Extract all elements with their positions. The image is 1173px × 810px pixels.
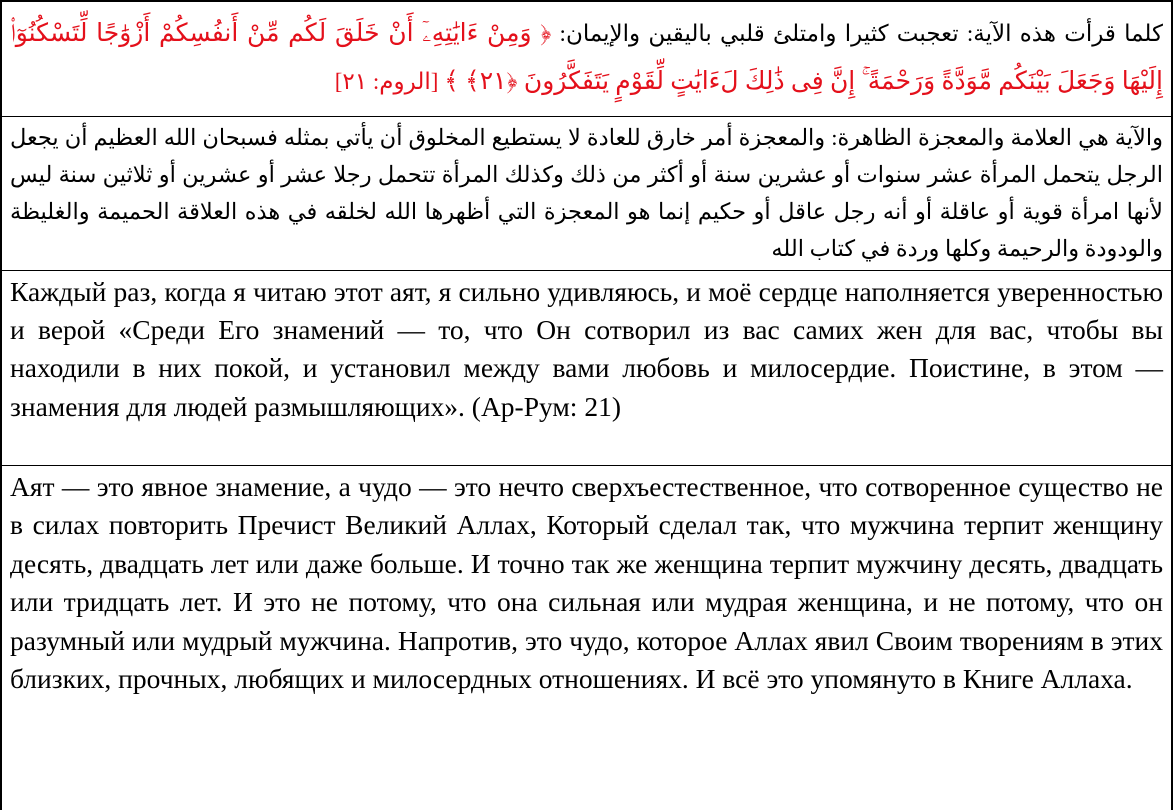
arabic-verse-cell xyxy=(2,2,1171,116)
russian-translation-text: Каждый раз, когда я читаю этот аят, я сильно удивляюсь, и моё сердце наполняется уверенностью и верой «Среди Его знамений — то, что Он сотворил из вас самих жен для вас, чтобы вы находили в них покой, и установил между вами любовь и милосердие. Поистине, в этом — знамения для людей размышляющих». (Ар-Рум: 21) xyxy=(10,276,1163,422)
arabic-explanation-text: والآية هي العلامة والمعجزة الظاهرة: والمعجزة أمر خارق للعادة لا يستطيع المخلوق أن يأتي بمثله فسبحان الله العظيم أن يجعل الرجل يتحمل المرأة عشر سنوات أو عشرين سنة أو أكثر من ذلك وكذلك المرأة تتحمل رجلا عشر أو عشرين أو ثلاثين سنة ليس لأنها امرأة قوية أو عاقلة أو أنه رجل عاقل أو حكيم إنما هو المعجزة التي أظهرها الله لخلقه في هذه العلاقة الحميمة والغليظة والودودة والرحيمة وكلها وردة في كتاب الله xyxy=(10,125,1163,261)
arabic-intro-text: كلما قرأت هذه الآية: تعجبت كثيرا وامتلئ قلبي باليقين والإيمان: xyxy=(551,21,1163,46)
quran-verse-text: ﴿ وَمِنْ ءَايَٰتِهِۦٓ أَنْ خَلَقَ لَكُم مِّنْ أَنفُسِكُمْ أَزْوَٰجًا لِّتَسْكُنُوٓا۟ إِلَيْهَا وَجَعَلَ بَيْنَكُم مَّوَدَّةً وَرَحْمَةً ۚ إِنَّ فِى ذَٰلِكَ لَءَايَٰتٍ لِّقَوْمٍ يَتَفَكَّرُونَ ﴿٢١﴾ ﴾ xyxy=(10,20,1163,95)
russian-explanation-text: Аят — это явное знамение, а чудо — это нечто сверхъестественное, что сотворенное существо не в силах повторить Пречист Великий Аллах, Который сделал так, что мужчина терпит женщину десять, двадцать лет или даже больше. И точно так же женщина терпит мужчину десять, двадцать или тридцать лет. И это не потому, что она сильная или мудрая женщина, и не потому, что он разумный или мудрый мужчина. Напротив, это чудо, которое Аллах явил Своим творениям в этих близких, прочных, любящих и милосердных отношениях. И всё это упомянуто в Книге Аллаха. xyxy=(10,471,1163,695)
russian-translation-cell xyxy=(2,270,1171,465)
arabic-explanation-cell xyxy=(2,116,1171,270)
verse-reference: [الروم: ٢١] xyxy=(334,69,445,94)
russian-explanation-cell xyxy=(2,465,1171,810)
